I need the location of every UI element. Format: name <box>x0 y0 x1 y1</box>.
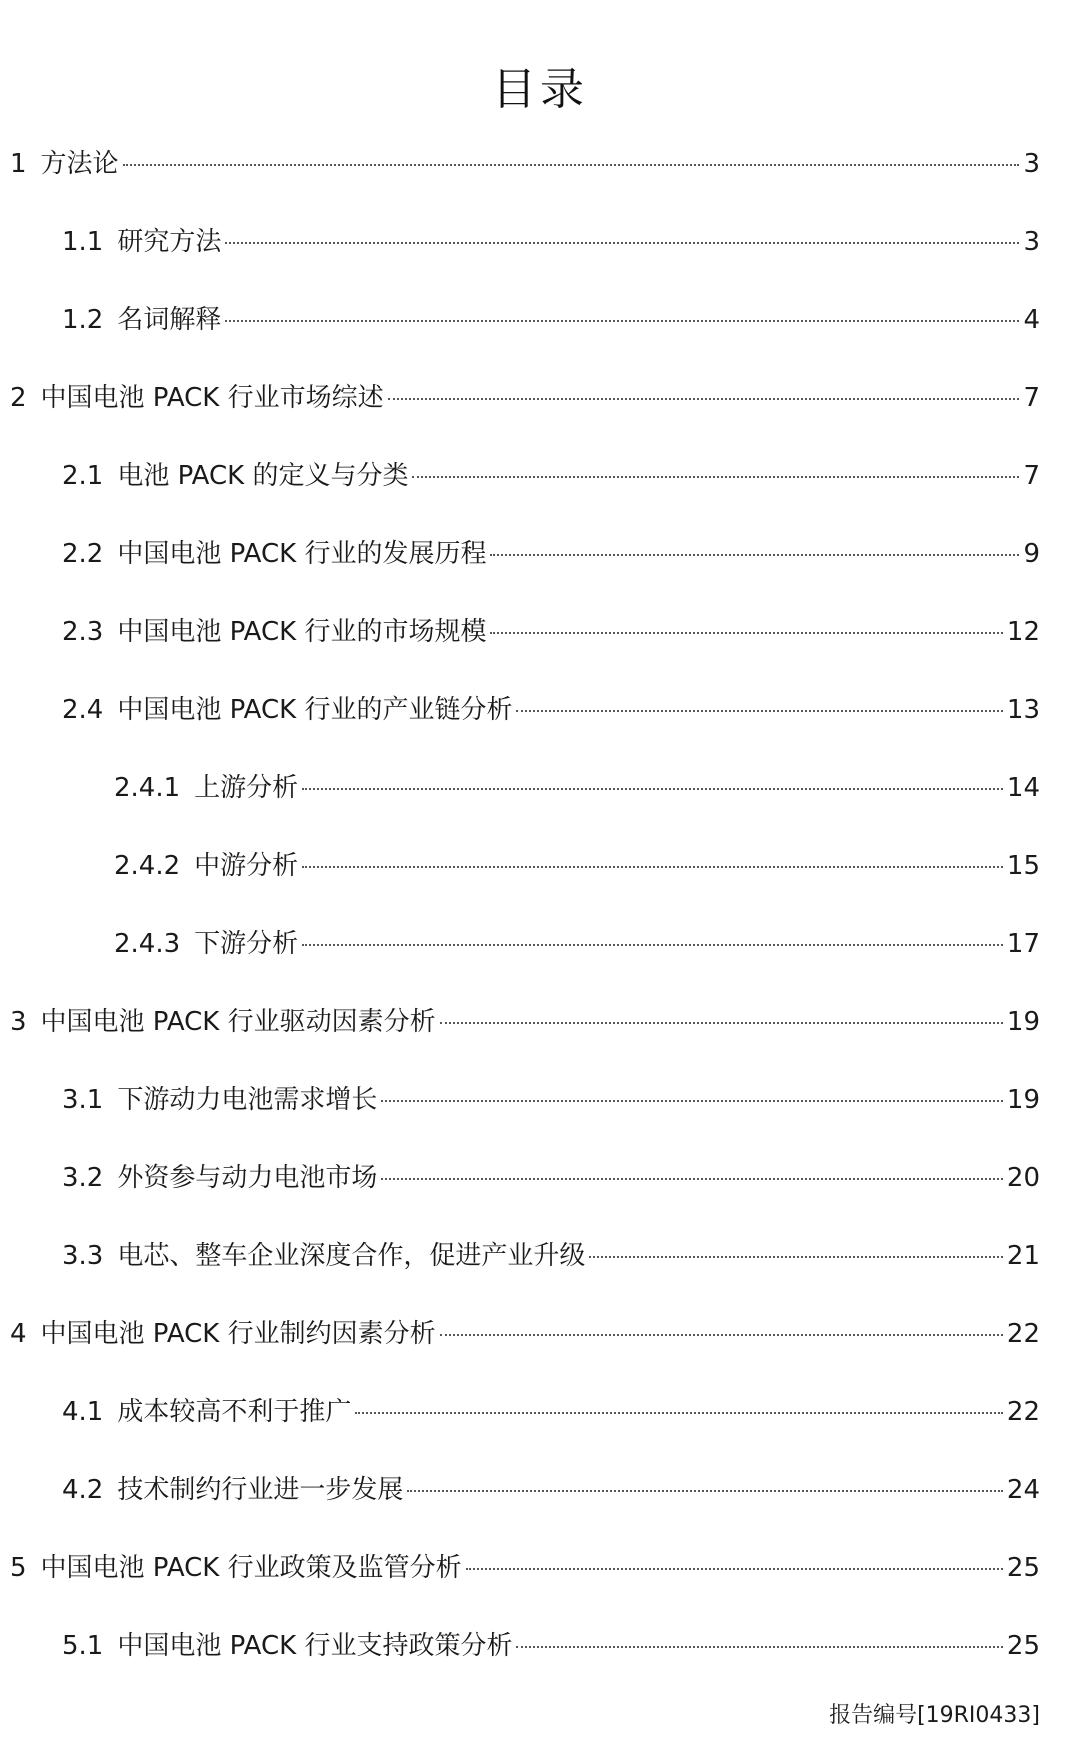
toc-entry-number: 2.2 <box>62 539 104 569</box>
toc-entry-title: 研究方法 <box>117 227 222 257</box>
toc-dot-leader <box>123 164 1020 166</box>
toc-entry-5-1[interactable] <box>62 1626 1040 1666</box>
toc-entry-title: 方法论 <box>40 149 119 179</box>
toc-page-number: 19 <box>1006 1085 1040 1115</box>
toc-dot-leader <box>490 554 1019 556</box>
toc-dot-leader <box>381 1178 1003 1180</box>
toc-entry-title: 下游分析 <box>194 929 299 959</box>
toc-entry-2-4-2[interactable] <box>114 846 1040 886</box>
toc-entry-3-1[interactable] <box>62 1080 1040 1120</box>
toc-page-number: 25 <box>1006 1631 1040 1661</box>
toc-entry-1-1[interactable] <box>62 222 1040 262</box>
toc-entry-1-2[interactable] <box>62 300 1040 340</box>
toc-entry-title: 中国电池 PACK 行业政策及监管分析 <box>40 1553 462 1583</box>
toc-entry-number: 5 <box>10 1553 27 1583</box>
toc-dot-leader <box>440 1022 1003 1024</box>
toc-entry-2-2[interactable] <box>62 534 1040 574</box>
toc-entry-title: 电芯、整车企业深度合作，促进产业升级 <box>117 1241 586 1271</box>
toc-entry-title: 中游分析 <box>194 851 299 881</box>
toc-entry-2[interactable] <box>10 378 1040 418</box>
toc-entry-3-3[interactable] <box>62 1236 1040 1276</box>
toc-dot-leader <box>388 398 1020 400</box>
toc-dot-leader <box>302 788 1003 790</box>
toc-entry-number: 3 <box>10 1007 27 1037</box>
toc-entry-number: 2.3 <box>62 617 104 647</box>
toc-entry-number: 1.2 <box>62 305 104 335</box>
toc-dot-leader <box>490 632 1002 634</box>
toc-entry-number: 3.2 <box>62 1163 104 1193</box>
toc-entry-number: 1.1 <box>62 227 104 257</box>
toc-entry-number: 4.1 <box>62 1397 104 1427</box>
toc-entry-title: 电池 PACK 的定义与分类 <box>117 461 409 491</box>
toc-dot-leader <box>516 1646 1002 1648</box>
toc-entry-2-4[interactable] <box>62 690 1040 730</box>
toc-dot-leader <box>516 710 1002 712</box>
toc-page-number: 14 <box>1006 773 1040 803</box>
toc-entry-2-4-1[interactable] <box>114 768 1040 808</box>
toc-page-number: 17 <box>1006 929 1040 959</box>
toc-entry-title: 中国电池 PACK 行业支持政策分析 <box>117 1631 513 1661</box>
toc-dot-leader <box>466 1568 1003 1570</box>
toc-entry-3-2[interactable] <box>62 1158 1040 1198</box>
toc-entry-number: 3.3 <box>62 1241 104 1271</box>
toc-page-number: 15 <box>1006 851 1040 881</box>
toc-entry-number: 2 <box>10 383 27 413</box>
toc-entry-number: 4 <box>10 1319 27 1349</box>
toc-entry-4-1[interactable] <box>62 1392 1040 1432</box>
toc-entry-title: 中国电池 PACK 行业的产业链分析 <box>117 695 513 725</box>
toc-page-number: 3 <box>1023 149 1040 179</box>
toc-dot-leader <box>407 1490 1003 1492</box>
toc-entry-title: 外资参与动力电池市场 <box>117 1163 378 1193</box>
toc-entry-4[interactable] <box>10 1314 1040 1354</box>
toc-page-number: 12 <box>1006 617 1040 647</box>
toc-page-number: 19 <box>1006 1007 1040 1037</box>
toc-entry-number: 2.4.2 <box>114 851 181 881</box>
toc-page-number: 9 <box>1023 539 1040 569</box>
toc-entry-title: 中国电池 PACK 行业制约因素分析 <box>40 1319 436 1349</box>
toc-entry-number: 5.1 <box>62 1631 104 1661</box>
toc-dot-leader <box>381 1100 1003 1102</box>
toc-dot-leader <box>589 1256 1003 1258</box>
toc-entry-title: 中国电池 PACK 行业的发展历程 <box>117 539 487 569</box>
toc-page-number: 4 <box>1023 305 1040 335</box>
toc-entry-title: 技术制约行业进一步发展 <box>117 1475 404 1505</box>
page-title: 目录 <box>492 64 588 115</box>
toc-entry-number: 3.1 <box>62 1085 104 1115</box>
report-number: 报告编号[19RI0433] <box>829 1703 1040 1728</box>
toc-page-number: 13 <box>1006 695 1040 725</box>
toc-entry-4-2[interactable] <box>62 1470 1040 1510</box>
toc-entry-number: 4.2 <box>62 1475 104 1505</box>
toc-dot-leader <box>412 476 1019 478</box>
toc-entry-title: 中国电池 PACK 行业驱动因素分析 <box>40 1007 436 1037</box>
toc-entry-number: 2.4.1 <box>114 773 181 803</box>
toc-page-number: 21 <box>1006 1241 1040 1271</box>
toc-entry-5[interactable] <box>10 1548 1040 1588</box>
toc-dot-leader <box>355 1412 1003 1414</box>
toc-dot-leader <box>225 242 1019 244</box>
toc-dot-leader <box>440 1334 1003 1336</box>
toc-dot-leader <box>225 320 1019 322</box>
toc-page-number: 22 <box>1006 1319 1040 1349</box>
toc-entry-title: 名词解释 <box>117 305 222 335</box>
toc-entry-number: 2.4 <box>62 695 104 725</box>
toc-entry-3[interactable] <box>10 1002 1040 1042</box>
toc-page-number: 7 <box>1023 383 1040 413</box>
toc-entry-number: 2.1 <box>62 461 104 491</box>
toc-page-number: 20 <box>1006 1163 1040 1193</box>
toc-entry-title: 中国电池 PACK 行业的市场规模 <box>117 617 487 647</box>
toc-entry-number: 1 <box>10 149 27 179</box>
toc-entry-2-3[interactable] <box>62 612 1040 652</box>
toc-page-number: 24 <box>1006 1475 1040 1505</box>
toc-entry-title: 下游动力电池需求增长 <box>117 1085 378 1115</box>
toc-entry-1[interactable] <box>10 144 1040 184</box>
toc-entry-title: 中国电池 PACK 行业市场综述 <box>40 383 384 413</box>
toc-page-number: 25 <box>1006 1553 1040 1583</box>
toc-entry-2-4-3[interactable] <box>114 924 1040 964</box>
toc-entry-title: 成本较高不利于推广 <box>117 1397 352 1427</box>
toc-dot-leader <box>302 944 1003 946</box>
toc-entry-title: 上游分析 <box>194 773 299 803</box>
toc-entry-2-1[interactable] <box>62 456 1040 496</box>
toc-page-number: 22 <box>1006 1397 1040 1427</box>
toc-page-number: 3 <box>1023 227 1040 257</box>
toc-dot-leader <box>302 866 1003 868</box>
toc-page-number: 7 <box>1023 461 1040 491</box>
toc-entry-number: 2.4.3 <box>114 929 181 959</box>
